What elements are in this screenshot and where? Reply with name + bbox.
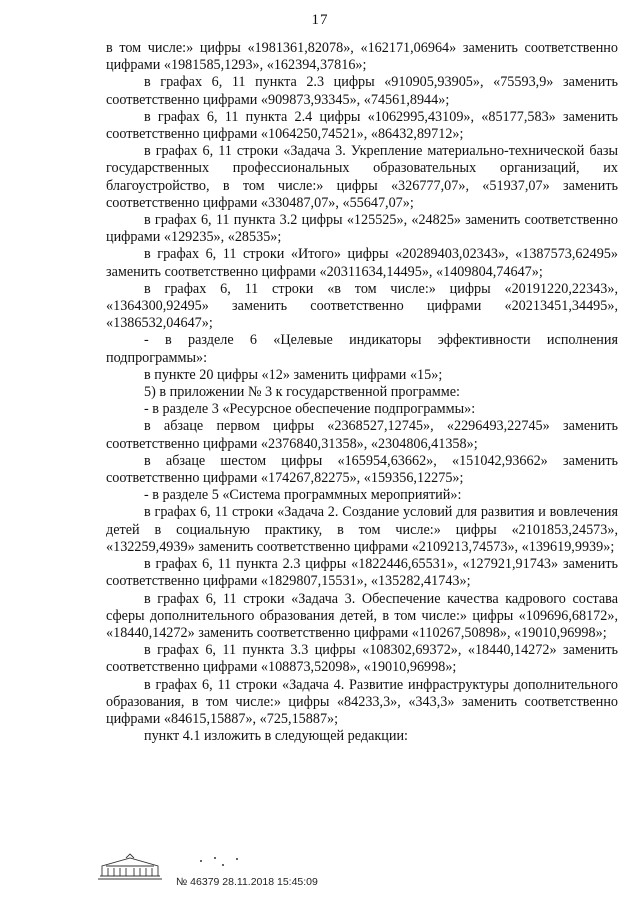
paragraph: в графах 6, 11 пункта 3.2 цифры «125525», «24825» заменить соответственно цифрами «129235», «28535»; [106, 212, 618, 246]
scan-speck [222, 864, 224, 866]
building-stamp-icon [96, 852, 164, 882]
paragraph: в том числе:» цифры «1981361,82078», «162171,06964» заменить соответственно цифрами «1981585,1293», «162394,37816»; [106, 40, 618, 74]
paragraph: 5) в приложении № 3 к государственной программе: [144, 384, 460, 401]
paragraph: в графах 6, 11 пункта 2.3 цифры «1822446,65531», «127921,91743» заменить соответственно цифрами «1829807,15531», «135282,41743»; [106, 556, 618, 590]
scan-speck [214, 857, 216, 859]
paragraph: в графах 6, 11 строки «Итого» цифры «20289403,02343», «1387573,62495» заменить соответственно цифрами «20311634,14495», «1409804,74647»; [106, 246, 618, 280]
scan-speck [236, 858, 238, 860]
document-id-stamp: № 46379 28.11.2018 15:45:09 [176, 876, 318, 888]
paragraph: - в разделе 3 «Ресурсное обеспечение подпрограммы»: [144, 401, 476, 418]
paragraph: в пункте 20 цифры «12» заменить цифрами «15»; [144, 366, 443, 383]
paragraph: в графах 6, 11 строки «Задача 3. Укрепление материально-технической базы государственных профессиональных образовательных организаций, их благоустройство, в том числе:» цифры «326777,07», «51937,07» заменить соответственно цифрами «330487,07», «55647,07»; [106, 143, 618, 211]
paragraph: в графах 6, 11 строки «Задача 3. Обеспечение качества кадрового состава сферы дополнительного образования детей, в том числе:» цифры «109696,68172», «18440,14272» заменить соответственно цифрами «110267,50898», «19010,96998»; [106, 590, 618, 641]
paragraph: в графах 6, 11 пункта 3.3 цифры «108302,69372», «18440,14272» заменить соответственно цифрами «108873,52098», «19010,96998»; [106, 642, 618, 676]
document-body [106, 40, 618, 745]
paragraph: в графах 6, 11 строки «Задача 4. Развитие инфраструктуры дополнительного образования, в том числе:» цифры «84233,3», «343,3» заменить соответственно цифрами «84615,15887», «725,15887»; [106, 676, 618, 727]
paragraph: в абзаце первом цифры «2368527,12745», «2296493,22745» заменить соответственно цифрами «2376840,31358», «2304806,41358»; [106, 418, 618, 452]
scan-speck [200, 860, 202, 862]
document-footer [96, 852, 396, 892]
paragraph: в графах 6, 11 строки «в том числе:» цифры «20191220,22343», «1364300,92495» заменить соответственно цифрами «20213451,34495», «1386532,04647»; [106, 280, 618, 332]
paragraph: пункт 4.1 изложить в следующей редакции: [144, 728, 408, 745]
paragraph: - в разделе 5 «Система программных мероприятий»: [144, 487, 462, 504]
paragraph: в абзаце шестом цифры «165954,63662», «151042,93662» заменить соответственно цифрами «174267,82275», «159356,12275»; [106, 452, 618, 487]
paragraph: в графах 6, 11 пункта 2.4 цифры «1062995,43109», «85177,583» заменить соответственно цифрами «1064250,74521», «86432,89712»; [106, 108, 618, 143]
paragraph: в графах 6, 11 строки «Задача 2. Создание условий для развития и вовлечения детей в социальную практику, в том числе:» цифры «2101853,24573», «132259,4939» заменить соответственно цифрами «2109213,74573», «139619,9939»; [106, 504, 618, 555]
paragraph: в графах 6, 11 пункта 2.3 цифры «910905,93905», «75593,9» заменить соответственно цифрами «909873,93345», «74561,8944»; [106, 74, 618, 108]
page-number: 17 [311, 12, 329, 28]
paragraph: - в разделе 6 «Целевые индикаторы эффективности исполнения подпрограммы»: [106, 332, 618, 366]
